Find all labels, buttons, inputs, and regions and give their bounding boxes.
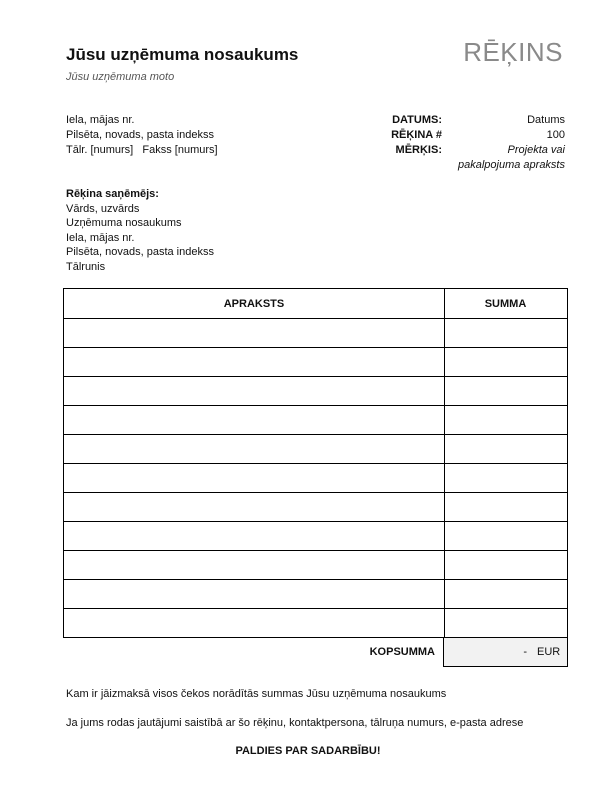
invoice-meta-values (446, 113, 565, 173)
purpose-value-line1: Projekta vai (507, 144, 565, 156)
sender-street: Iela, mājas nr. (66, 114, 135, 126)
recipient-title: Rēķina saņēmējs: (66, 188, 159, 200)
table-row (64, 347, 567, 348)
company-name: Jūsu uzņēmuma nosaukums (66, 45, 299, 64)
items-table (63, 288, 568, 638)
sender-address-block (66, 113, 218, 158)
recipient-name: Vārds, uzvārds (66, 202, 140, 215)
column-header-amount: SUMMA (484, 298, 527, 310)
sender-city: Pilsēta, novads, pasta indekss (66, 129, 214, 141)
date-value: Datums (527, 114, 565, 126)
table-row (64, 376, 567, 377)
questions-note: Ja jums rodas jautājumi saistībā ar šo rēķinu, kontaktpersona, tālruņa numurs, e-pasta adrese (66, 717, 524, 729)
purpose-value-line2: pakalpojuma apraksts (457, 159, 565, 171)
invoice-number-label: RĒĶINA # (391, 129, 442, 141)
invoice-number-value: 100 (546, 129, 565, 141)
thanks-message: PALDIES PAR SADARBĪBU! (235, 745, 381, 757)
table-row (64, 521, 567, 522)
recipient-block (66, 187, 214, 275)
total-value: - (523, 646, 527, 658)
table-row (64, 463, 567, 464)
table-row (64, 579, 567, 580)
recipient-street: Iela, mājas nr. (66, 231, 135, 244)
total-label: KOPSUMMA (369, 646, 435, 658)
recipient-city: Pilsēta, novads, pasta indekss (66, 246, 214, 259)
sender-phone-fax: Tālr. [numurs] Fakss [numurs] (66, 144, 218, 156)
payable-note: Kam ir jāizmaksā visos čekos norādītās summas Jūsu uzņēmuma nosaukums (66, 688, 447, 700)
table-row (64, 608, 567, 609)
table-row (64, 434, 567, 435)
table-row (64, 492, 567, 493)
recipient-company: Uzņēmuma nosaukums (66, 217, 182, 230)
table-row (64, 405, 567, 406)
column-header-description: APRAKSTS (223, 298, 285, 310)
total-currency: EUR (537, 646, 561, 658)
date-label: DATUMS: (392, 114, 442, 126)
table-row (64, 318, 567, 319)
invoice-title: RĒĶINS (463, 37, 563, 67)
purpose-label: MĒRĶIS: (395, 144, 442, 156)
table-row (64, 550, 567, 551)
recipient-phone: Tālrunis (66, 260, 106, 273)
invoice-meta-labels (380, 113, 442, 158)
company-motto: Jūsu uzņēmuma moto (66, 71, 175, 83)
